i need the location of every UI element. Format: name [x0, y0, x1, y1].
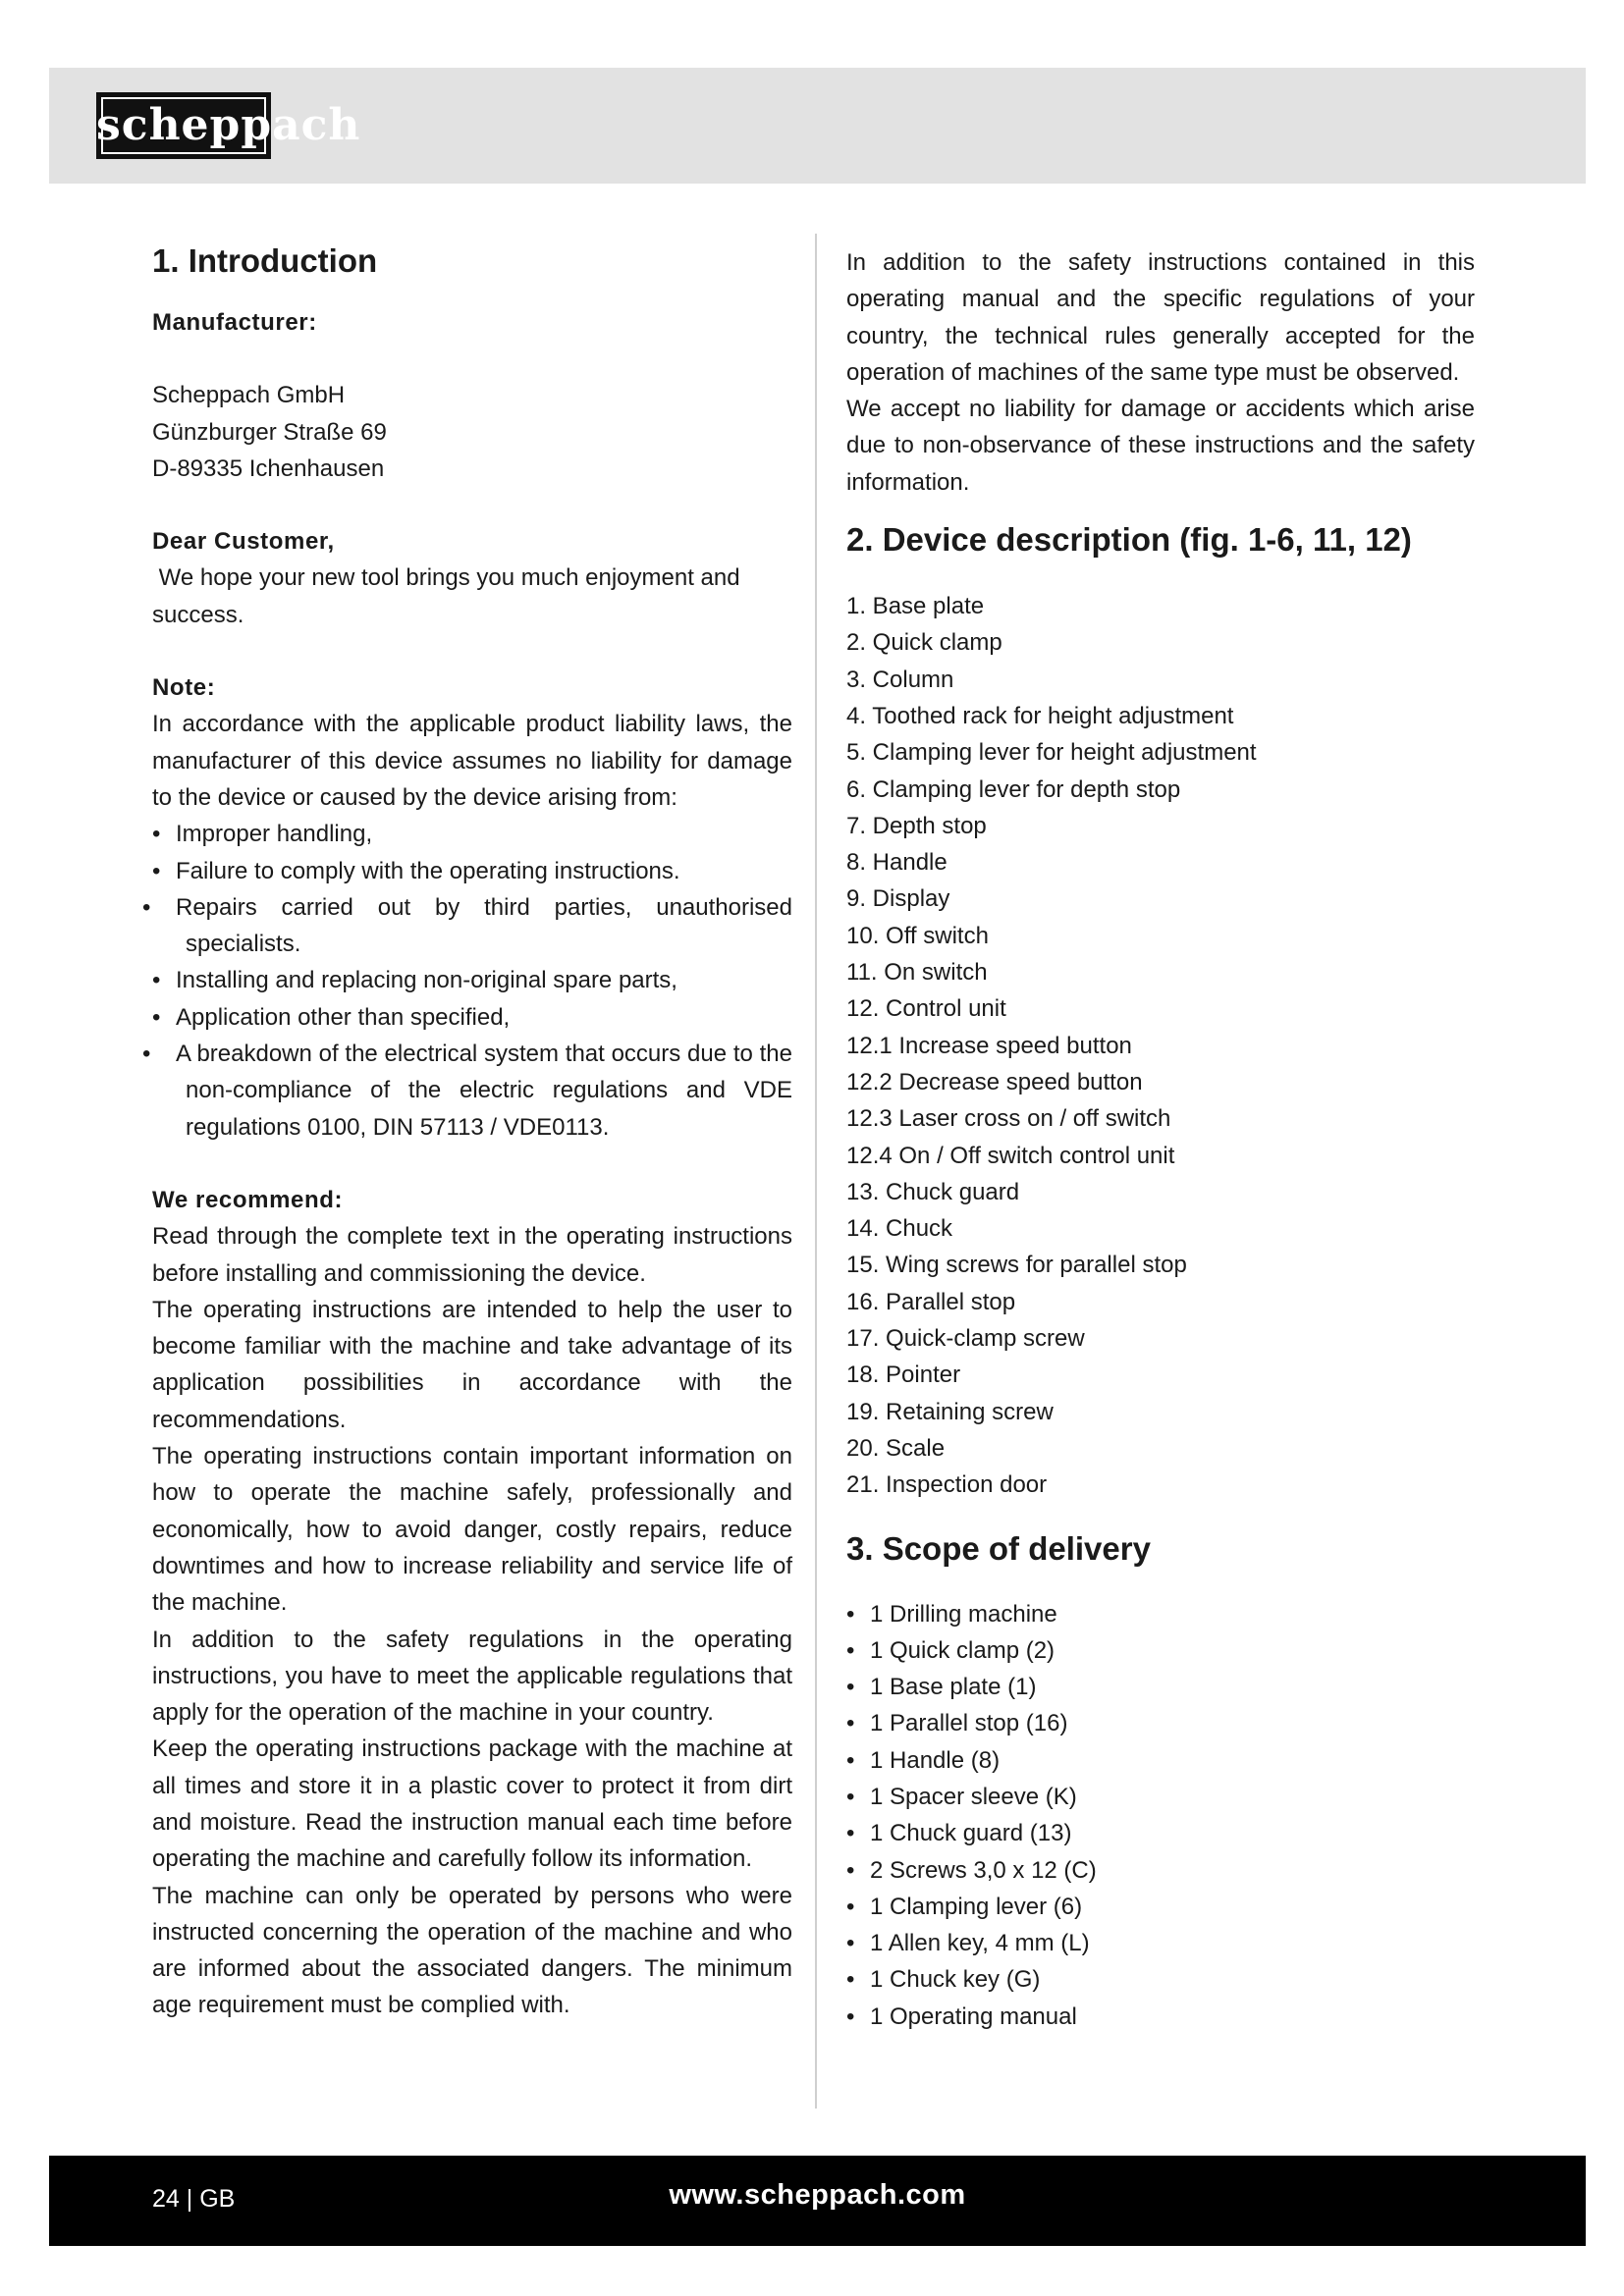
list-item: • 1 Parallel stop (16)	[846, 1705, 1475, 1741]
list-item: • 1 Operating manual	[846, 1999, 1475, 2035]
list-item: • Failure to comply with the operating instructions.	[152, 853, 792, 889]
list-item: • 1 Chuck key (G)	[846, 1961, 1475, 1998]
list-item: 18. Pointer	[846, 1362, 961, 1389]
list-item: 10. Off switch	[846, 922, 989, 949]
note-label: Note:	[152, 674, 216, 702]
list-item: • A breakdown of the electrical system that occurs due to the non-compliance of the electric regulations and VDE regulations 0100, DIN 57113 / VDE0113.	[152, 1036, 792, 1146]
list-item: • 1 Clamping lever (6)	[846, 1889, 1475, 1925]
section-title-introduction: 1. Introduction	[152, 242, 378, 279]
address-line: Günzburger Straße 69	[152, 418, 387, 446]
list-item: • Installing and replacing non-original spare parts,	[152, 962, 792, 998]
liability-paragraph: We accept no liability for damage or accidents which arise due to non-observance of these instructions and the safety information.	[846, 396, 1475, 496]
list-item: 12.3 Laser cross on / off switch	[846, 1105, 1171, 1133]
list-item: • Application other than specified,	[152, 999, 792, 1036]
website-link[interactable]: www.scheppach.com	[669, 2179, 966, 2211]
recommend-paragraph: Keep the operating instructions package with the machine at all times and store it in a plastic cover to protect it from dirt and moisture. Read the instruction manual each time before operating the machine and carefully follow its information.	[152, 1735, 792, 1873]
page-footer	[49, 2156, 1586, 2246]
liability-list	[152, 816, 792, 1146]
list-item: 8. Handle	[846, 849, 947, 877]
left-column	[152, 236, 792, 2024]
list-item: 12. Control unit	[846, 995, 1006, 1023]
list-item: • 2 Screws 3,0 x 12 (C)	[846, 1852, 1475, 1889]
list-item: 12.1 Increase speed button	[846, 1032, 1132, 1059]
manufacturer-address	[152, 377, 792, 487]
right-column	[846, 236, 1475, 2035]
list-item: 12.4 On / Off switch control unit	[846, 1142, 1175, 1169]
list-item: • 1 Drilling machine	[846, 1596, 1475, 1632]
page-header	[49, 68, 1586, 184]
recommend-paragraph: The machine can only be operated by persons who were instructed concerning the operation of the machine and who are informed about the associated dangers. The minimum age requirement must be complied with.	[152, 1882, 792, 2019]
list-item: 2. Quick clamp	[846, 629, 1002, 657]
list-item: 11. On switch	[846, 959, 988, 987]
scope-of-delivery-list	[846, 1596, 1475, 2036]
list-item: 16. Parallel stop	[846, 1288, 1016, 1315]
list-item: 20. Scale	[846, 1434, 946, 1462]
list-item: 12.2 Decrease speed button	[846, 1068, 1143, 1095]
list-item: • 1 Allen key, 4 mm (L)	[846, 1925, 1475, 1961]
list-item: 5. Clamping lever for height adjustment	[846, 739, 1257, 767]
list-item: 14. Chuck	[846, 1215, 953, 1243]
dear-customer-text: We hope your new tool brings you much enjoyment and success.	[152, 564, 747, 628]
list-item: 7. Depth stop	[846, 812, 987, 839]
list-item: 4. Toothed rack for height adjustment	[846, 702, 1234, 729]
scheppach-logo: scheppach	[96, 92, 271, 159]
list-item: 19. Retaining screw	[846, 1398, 1054, 1425]
list-item: • 1 Spacer sleeve (K)	[846, 1779, 1475, 1815]
list-item: 13. Chuck guard	[846, 1178, 1020, 1205]
recommend-paragraph: In addition to the safety regulations in the operating instructions, you have to meet the applicable regulations that apply for the operation of the machine in your country.	[152, 1626, 792, 1727]
recommend-paragraph: Read through the complete text in the operating instructions before installing and commissioning the device.	[152, 1223, 792, 1287]
dear-customer-label: Dear Customer,	[152, 528, 335, 556]
page-number: 24 | GB	[152, 2185, 236, 2213]
list-item: 6. Clamping lever for depth stop	[846, 775, 1181, 803]
list-item: • 1 Handle (8)	[846, 1742, 1475, 1779]
list-item: 15. Wing screws for parallel stop	[846, 1252, 1187, 1279]
recommend-label: We recommend:	[152, 1186, 344, 1213]
list-item: • Improper handling,	[152, 816, 792, 852]
list-item: 9. Display	[846, 885, 950, 913]
address-line: D-89335 Ichenhausen	[152, 454, 385, 482]
list-item: • 1 Quick clamp (2)	[846, 1632, 1475, 1669]
recommend-paragraph: The operating instructions contain important information on how to operate the machine safely, professionally and economically, how to avoid danger, costly repairs, reduce downtimes and how to increase reliability and service life of the machine.	[152, 1443, 792, 1617]
list-item: 3. Column	[846, 666, 954, 693]
address-line: Scheppach GmbH	[152, 382, 346, 409]
section-title-device-description: 2. Device description (fig. 1-6, 11, 12)	[846, 521, 1412, 559]
list-item: 17. Quick-clamp screw	[846, 1325, 1085, 1353]
safety-paragraph: In addition to the safety instructions contained in this operating manual and the specific regulations of your country, the technical rules generally accepted for the operation of machines of the same type must be observed.	[846, 249, 1475, 386]
recommend-paragraph: The operating instructions are intended to help the user to become familiar with the machine and take advantage of its application possibilities in accordance with the recommendations.	[152, 1296, 792, 1433]
list-item: 21. Inspection door	[846, 1471, 1048, 1499]
manufacturer-label: Manufacturer:	[152, 309, 317, 336]
list-item: • 1 Base plate (1)	[846, 1669, 1475, 1705]
section-title-scope-of-delivery: 3. Scope of delivery	[846, 1529, 1151, 1567]
list-item: • 1 Chuck guard (13)	[846, 1815, 1475, 1851]
list-item: • Repairs carried out by third parties, unauthorised specialists.	[152, 889, 792, 963]
device-parts-list	[846, 588, 1475, 1503]
list-item: 1. Base plate	[846, 593, 985, 620]
note-text: In accordance with the applicable product liability laws, the manufacturer of this device assumes no liability for damage to the device or caused by the device arising from:	[152, 711, 792, 811]
column-divider	[815, 234, 817, 2109]
